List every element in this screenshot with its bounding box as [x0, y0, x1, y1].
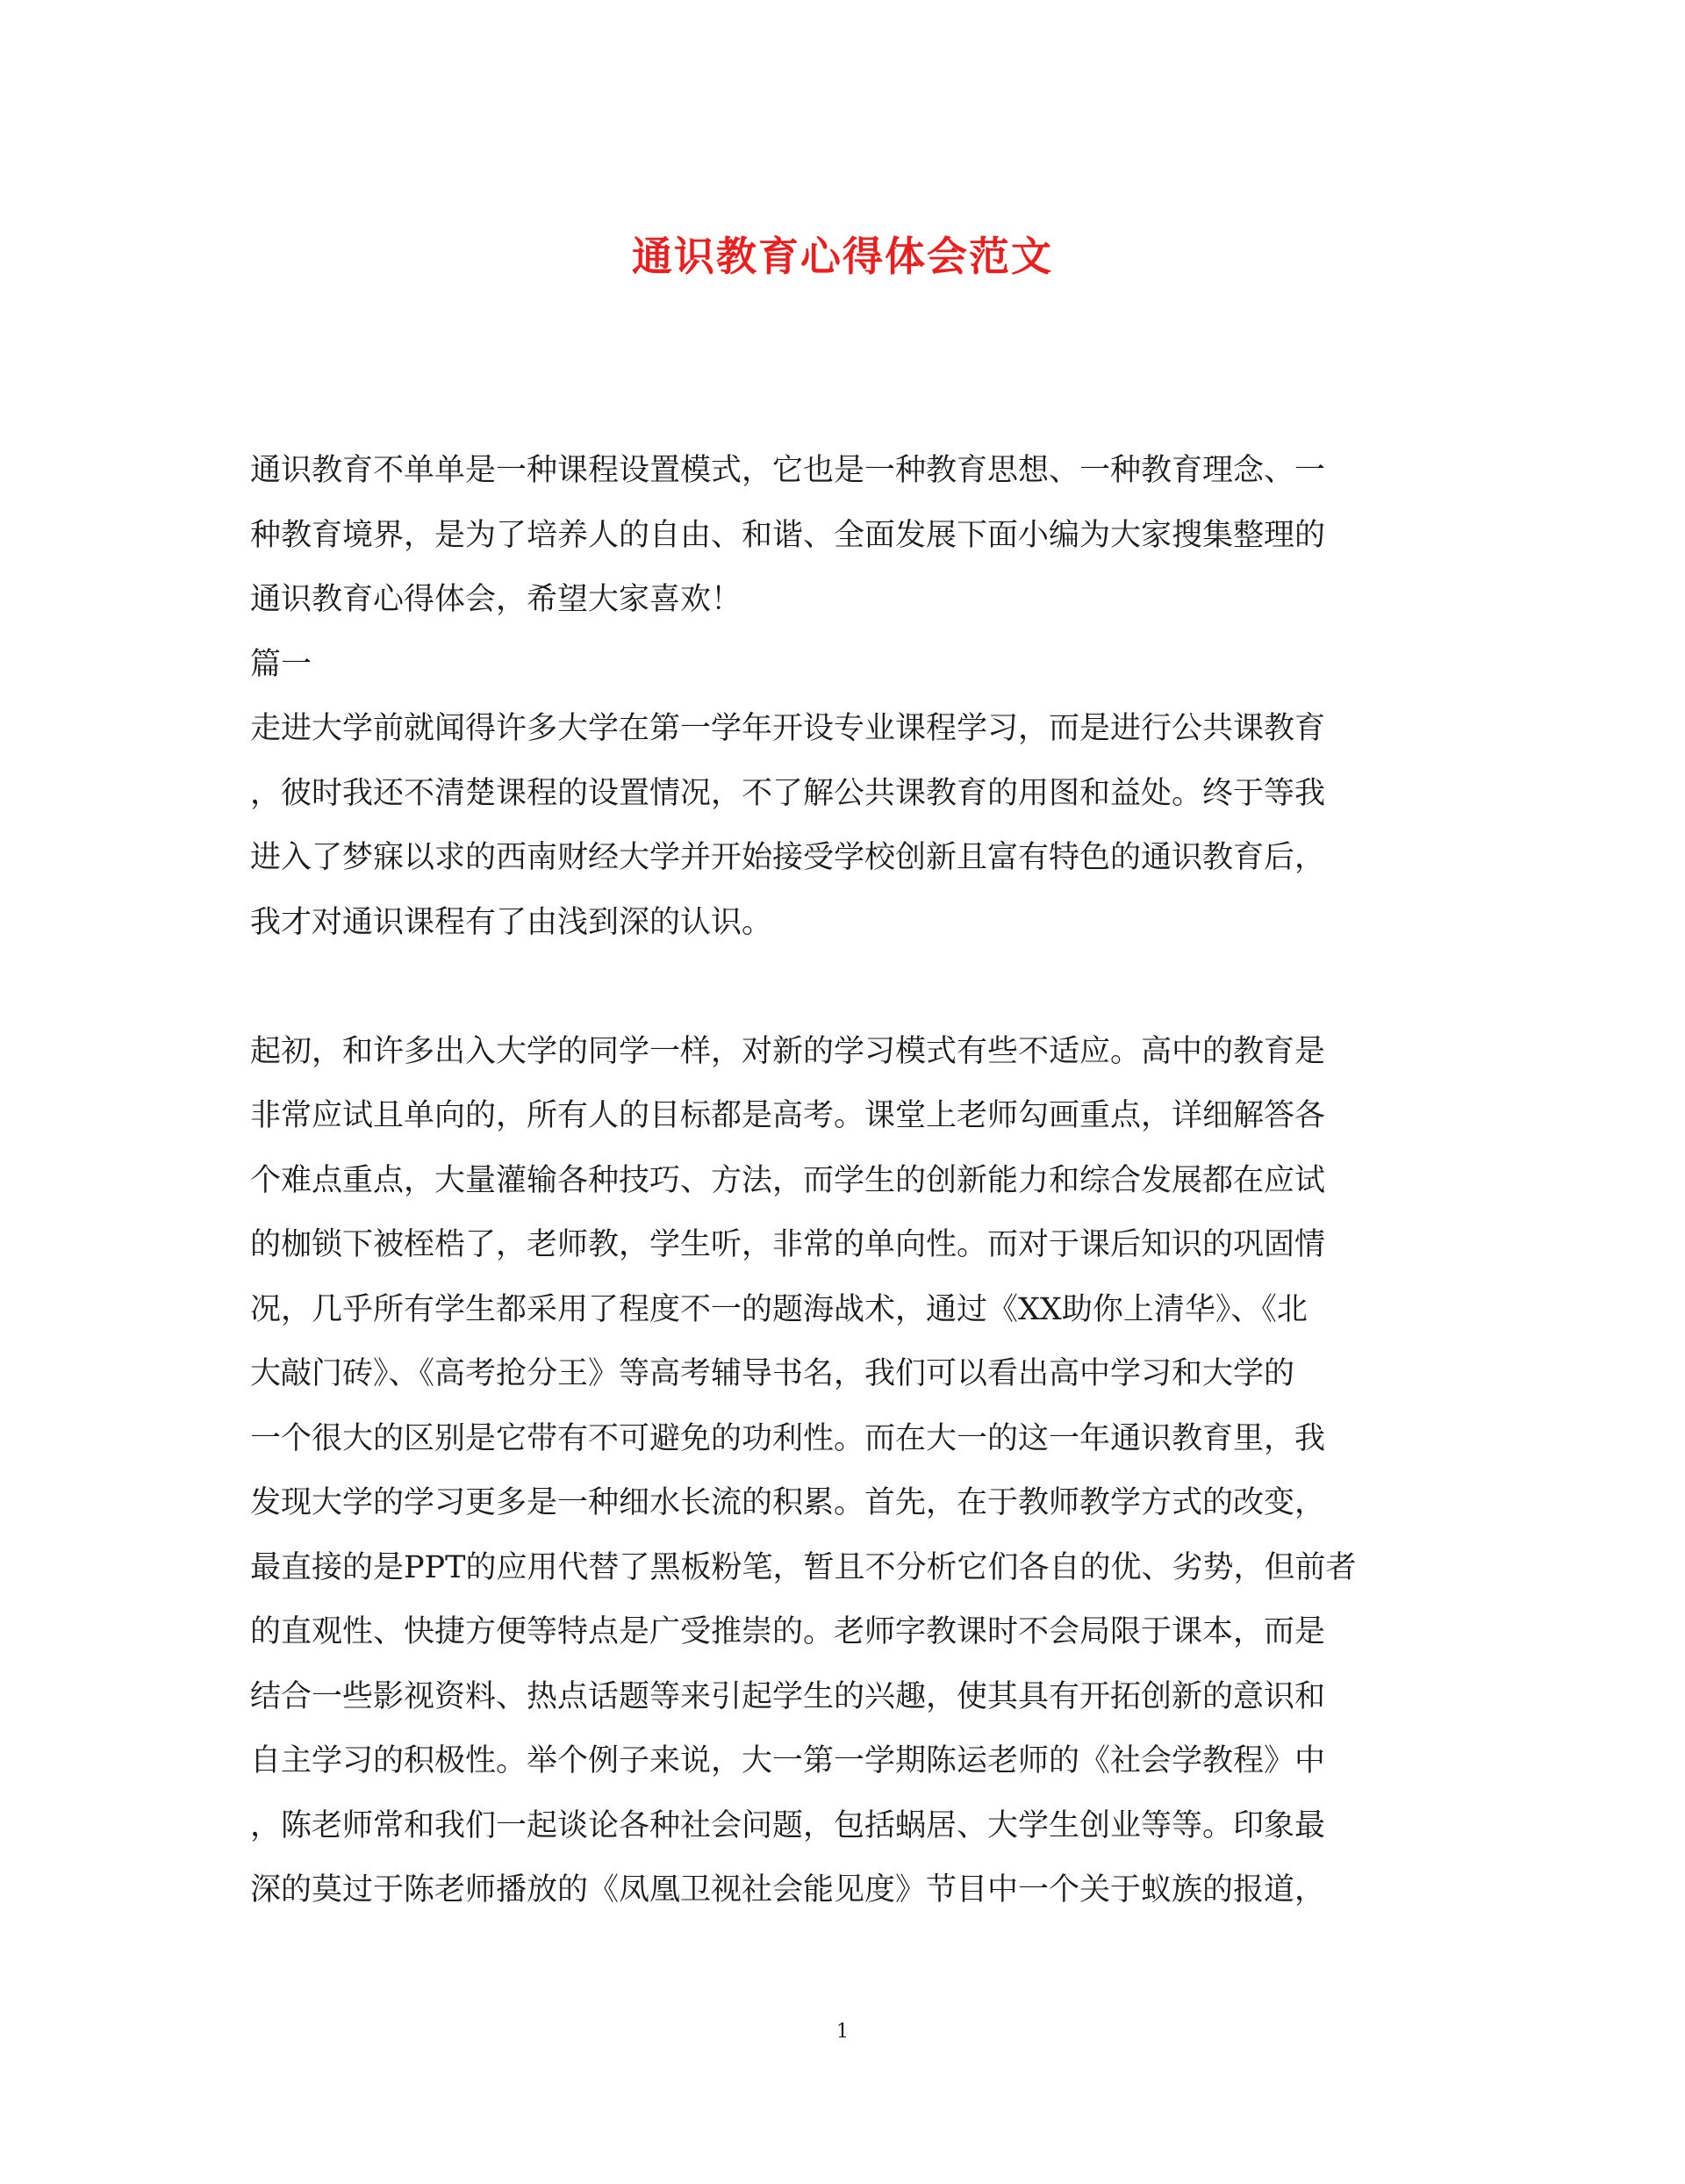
text-line: 发现大学的学习更多是一种细水长流的积累。首先，在于教师教学方式的改变， [250, 1485, 1326, 1520]
text-line: 的直观性、快捷方便等特点是广受推崇的。老师字教课时不会局限于课本，而是 [250, 1614, 1326, 1649]
text-line: ，陈老师常和我们一起谈论各种社会问题，包括蜗居、大学生创业等等。印象最 [250, 1807, 1326, 1843]
document-title: 通识教育心得体会范文 [632, 233, 1053, 280]
text-line: 种教育境界，是为了培养人的自由、和谐、全面发展下面小编为大家搜集整理的 [250, 517, 1326, 553]
text-line: 结合一些影视资料、热点话题等来引起学生的兴趣，使其具有开拓创新的意识和 [250, 1678, 1326, 1714]
text-line: 通识教育心得体会，希望大家喜欢！ [250, 582, 742, 617]
text-line: 一个很大的区别是它带有不可避免的功利性。而在大一的这一年通识教育里，我 [250, 1420, 1326, 1456]
text-line: 通识教育不单单是一种课程设置模式，它也是一种教育思想、一种教育理念、一 [250, 453, 1326, 488]
document-body [250, 439, 1435, 1923]
text-line: 我才对通识课程有了由浅到深的认识。 [250, 904, 773, 940]
text-line: ，彼时我还不清楚课程的设置情况，不了解公共课教育的用图和益处。终于等我 [250, 775, 1326, 811]
section-heading: 篇一 [250, 646, 312, 682]
text-line: 进入了梦寐以求的西南财经大学并开始接受学校创新且富有特色的通识教育后， [250, 840, 1326, 875]
text-line: 自主学习的积极性。举个例子来说，大一第一学期陈运老师的《社会学教程》中 [250, 1743, 1326, 1778]
page-number: 1 [836, 2021, 849, 2043]
text-line: 个难点重点，大量灌输各种技巧、方法，而学生的创新能力和综合发展都在应试 [250, 1162, 1326, 1198]
text-line: 深的莫过于陈老师播放的《凤凰卫视社会能见度》节目中一个关于蚁族的报道， [250, 1872, 1326, 1907]
text-line: 况，几乎所有学生都采用了程度不一的题海战术，通过《XX助你上清华》、《北 [250, 1291, 1308, 1327]
paragraph-gap [250, 955, 1435, 1020]
text-line: 非常应试且单向的，所有人的目标都是高考。课堂上老师勾画重点，详细解答各 [250, 1098, 1326, 1133]
text-line: 走进大学前就闻得许多大学在第一学年开设专业课程学习，而是进行公共课教育 [250, 711, 1326, 746]
text-line: 的枷锁下被桎梏了，老师教，学生听，非常的单向性。而对于课后知识的巩固情 [250, 1227, 1326, 1262]
text-line: 最直接的是PPT的应用代替了黑板粉笔，暂且不分析它们各自的优、劣势，但前者 [250, 1549, 1357, 1585]
text-line: 大敲门砖》、《高考抢分王》等高考辅导书名，我们可以看出高中学习和大学的 [250, 1356, 1295, 1391]
text-line: 起初，和许多出入大学的同学一样，对新的学习模式有些不适应。高中的教育是 [250, 1033, 1326, 1069]
